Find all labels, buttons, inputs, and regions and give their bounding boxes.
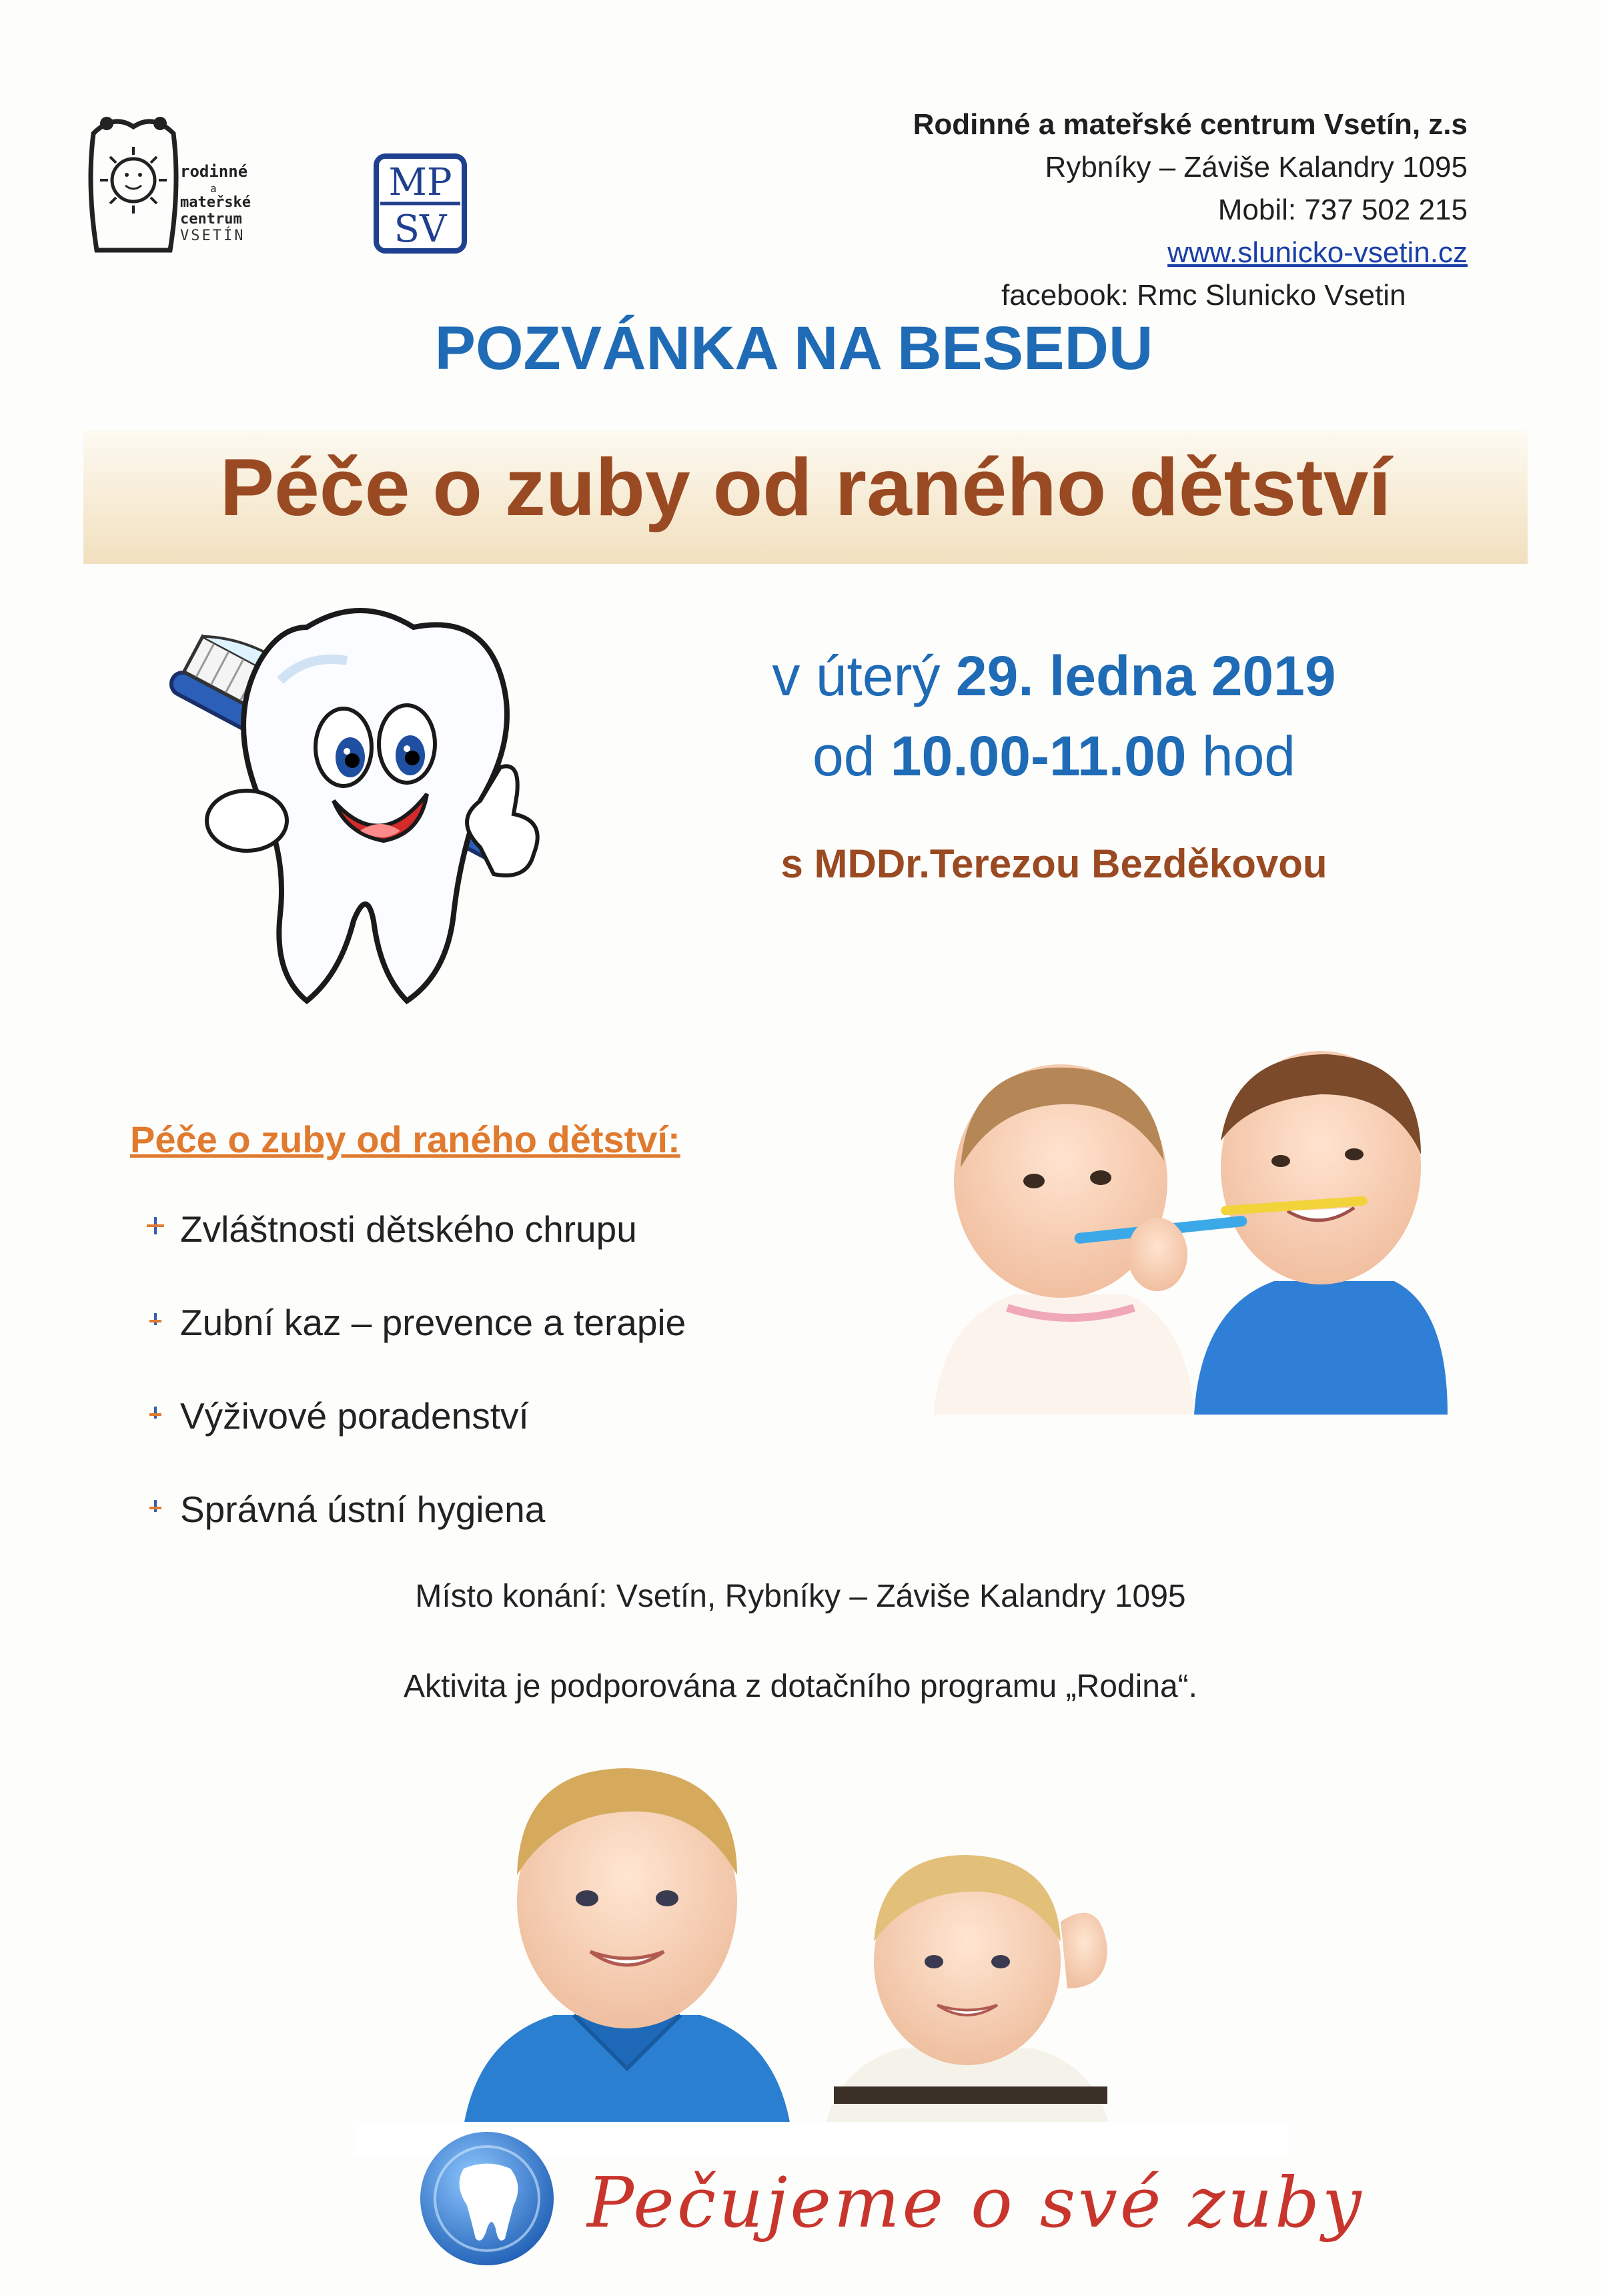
topic-item <box>180 1395 529 1437</box>
support-note: Aktivita je podporována z dotačního programu „Rodina“. <box>403 1669 1197 1704</box>
smiling-boys-photo <box>354 1721 1287 2155</box>
lecturer-name: s MDDr.Terezou Bezděkovou <box>780 841 1327 886</box>
mpsv-logo <box>374 153 467 254</box>
mpsv-text-sv: SV <box>394 208 447 251</box>
time-prefix: od <box>812 725 875 787</box>
organization-name: Rodinné a mateřské centrum Vsetín, z.s <box>913 108 1468 141</box>
phone: Mobil: 737 502 215 <box>1217 194 1468 226</box>
time-suffix: hod <box>1201 725 1296 787</box>
bullet-icon <box>147 1404 164 1421</box>
event-date <box>720 644 1388 709</box>
logo-text-vsetin: VSETÍN <box>180 228 245 244</box>
children-brushing-photo <box>927 1041 1448 1415</box>
rmc-vsetin-logo <box>80 107 300 260</box>
footer-slogan: Pečujeme o své zuby <box>587 2162 1364 2243</box>
mpsv-text-mp: MP <box>388 161 452 204</box>
topic-text: Výživové poradenství <box>180 1395 529 1437</box>
logo-text-a: a <box>210 182 217 195</box>
topic-item <box>180 1301 686 1344</box>
bullet-icon <box>147 1310 164 1328</box>
logo-text-materske: mateřské <box>180 194 251 211</box>
bullet-icon <box>147 1217 164 1234</box>
bullet-icon <box>147 1497 164 1515</box>
contact-block <box>913 103 1468 317</box>
date-main: 29. ledna 2019 <box>955 645 1336 707</box>
time-main: 10.00-11.00 <box>890 725 1187 787</box>
facebook-info: facebook: Rmc Slunicko Vsetin <box>1001 279 1406 312</box>
topic-text: Zubní kaz – prevence a terapie <box>180 1302 686 1343</box>
topic-text: Správná ústní hygiena <box>180 1489 546 1530</box>
address: Rybníky – Záviše Kalandry 1095 <box>1045 151 1468 183</box>
logo-text-centrum: centrum <box>180 211 242 228</box>
event-title: Péče o zuby od raného dětství <box>219 442 1392 532</box>
logo-text-rodinne: rodinné <box>180 162 248 181</box>
invitation-heading <box>0 314 1601 384</box>
date-prefix: v úterý <box>772 645 941 707</box>
venue-info: Místo konání: Vsetín, Rybníky – Záviše Kalandry 1095 <box>415 1579 1186 1614</box>
website-link[interactable]: www.slunicko-vsetin.cz <box>1167 236 1468 269</box>
topic-text: Zvláštnosti dětského chrupu <box>180 1208 637 1250</box>
invitation-heading-text: POZVÁNKA NA BESEDU <box>434 314 1153 382</box>
tooth-circle-icon <box>417 2129 557 2269</box>
topic-item <box>180 1488 545 1531</box>
topics-title: Péče o zuby od raného dětství: <box>130 1118 680 1160</box>
topic-item <box>180 1208 637 1250</box>
event-time <box>720 724 1388 789</box>
tooth-mascot-illustration <box>107 601 654 1028</box>
